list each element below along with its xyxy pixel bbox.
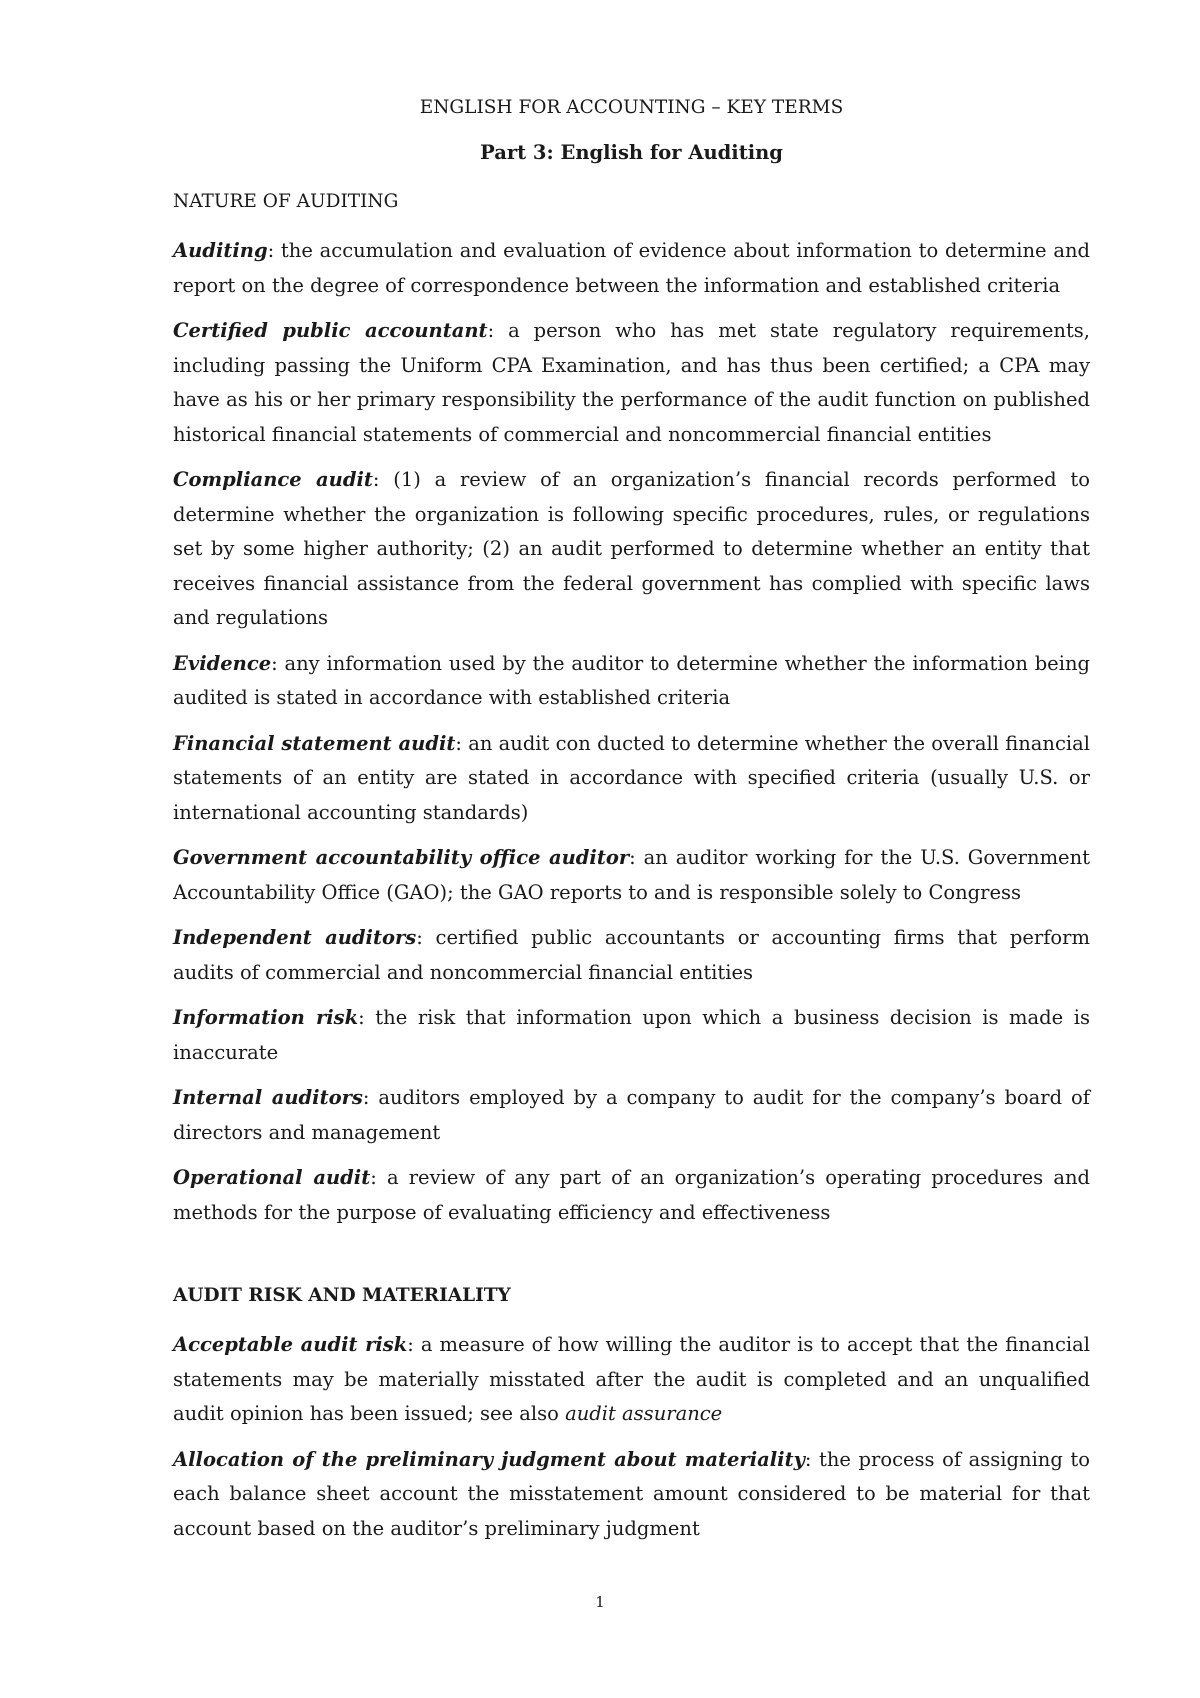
glossary-definition: : an audit con ducted to determine whether the overall financial statements of an entity are stated in accordance with specified criteria (usually U.S. or international accounting standards) — [173, 731, 1090, 824]
glossary-term: Government accountability office auditor — [173, 846, 630, 869]
glossary-term: Operational audit — [173, 1166, 371, 1189]
glossary-entry — [173, 1161, 1090, 1230]
glossary-definition: : any information used by the auditor to determine whether the information being audited is stated in accordance with established criteria — [173, 651, 1090, 709]
glossary-entry — [173, 1001, 1090, 1070]
glossary-term: Acceptable audit risk — [173, 1333, 408, 1356]
glossary-definition: : the process of assigning to each balance sheet account the misstatement amount considered to be material for that account based on the auditor’s preliminary judgment — [173, 1447, 1090, 1540]
glossary-term: Evidence — [173, 651, 272, 675]
glossary-definition: : certified public accountants or accounting firms that perform audits of commercial and noncommercial financial entities — [173, 926, 1090, 984]
section-audit-risk-and-materiality — [173, 1284, 1090, 1546]
glossary-term: Allocation of the preliminary judgment about materiality — [173, 1447, 805, 1471]
section-nature-of-auditing — [173, 190, 1090, 1230]
glossary-entry — [173, 1081, 1090, 1150]
glossary-term: Information risk — [173, 1006, 359, 1029]
glossary-entry — [173, 234, 1090, 303]
glossary-entry — [173, 314, 1090, 452]
glossary-term: Compliance audit — [173, 468, 373, 491]
glossary-entry — [173, 841, 1090, 910]
document-subtitle: Part 3: English for Auditing — [480, 141, 783, 164]
glossary-definition: : a review of any part of an organization’s operating procedures and methods for the purpose of evaluating efficiency and effectiveness — [173, 1166, 1090, 1224]
glossary-definition: : the risk that information upon which a business decision is made is inaccurate — [173, 1006, 1090, 1064]
glossary-entry — [173, 463, 1090, 636]
glossary-entry — [173, 921, 1090, 990]
glossary-term: Financial statement audit — [173, 731, 456, 755]
glossary-entry — [173, 1328, 1090, 1432]
document-page — [173, 96, 1090, 1557]
glossary-definition: : (1) a review of an organization’s financial records performed to determine whether the organization is following specific procedures, rules, or regulations set by some higher authority; (2) an audit performed to determine whether an entity that receives financial assistance from the federal government has complied with specific laws and regulations — [173, 468, 1090, 629]
glossary-entry — [173, 727, 1090, 831]
glossary-term: Auditing — [173, 239, 268, 262]
glossary-term: Certified public accountant — [173, 319, 488, 342]
document-title: ENGLISH FOR ACCOUNTING – KEY TERMS — [419, 97, 844, 118]
glossary-definition: : a person who has met state regulatory requirements, including passing the Uniform CPA Examination, and has thus been certified; a CPA may have as his or her primary responsibility the performance of the audit function on published historical financial statements of commercial and noncommercial financial entities — [173, 319, 1091, 446]
see-also-term: audit assurance — [565, 1402, 723, 1425]
section-heading: AUDIT RISK AND MATERIALITY — [173, 1285, 511, 1306]
glossary-definition: : the accumulation and evaluation of evidence about information to determine and report on the degree of correspondence between the information and established criteria — [173, 239, 1090, 297]
glossary-definition: : a measure of how willing the auditor is to accept that the financial statements may be materially misstated after the audit is completed and an unqualified audit opinion has been issued; see also — [173, 1333, 1090, 1425]
glossary-term: Internal auditors — [173, 1086, 363, 1109]
section-heading: NATURE OF AUDITING — [173, 191, 399, 212]
glossary-term: Independent auditors — [173, 926, 417, 949]
glossary-entry — [173, 1443, 1090, 1547]
glossary-entry — [173, 647, 1090, 716]
glossary-definition: : an auditor working for the U.S. Government Accountability Office (GAO); the GAO reports to and is responsible solely to Congress — [173, 846, 1090, 904]
page-number: 1 — [595, 1593, 605, 1611]
glossary-definition: : auditors employed by a company to audit for the company’s board of directors and management — [173, 1086, 1090, 1144]
